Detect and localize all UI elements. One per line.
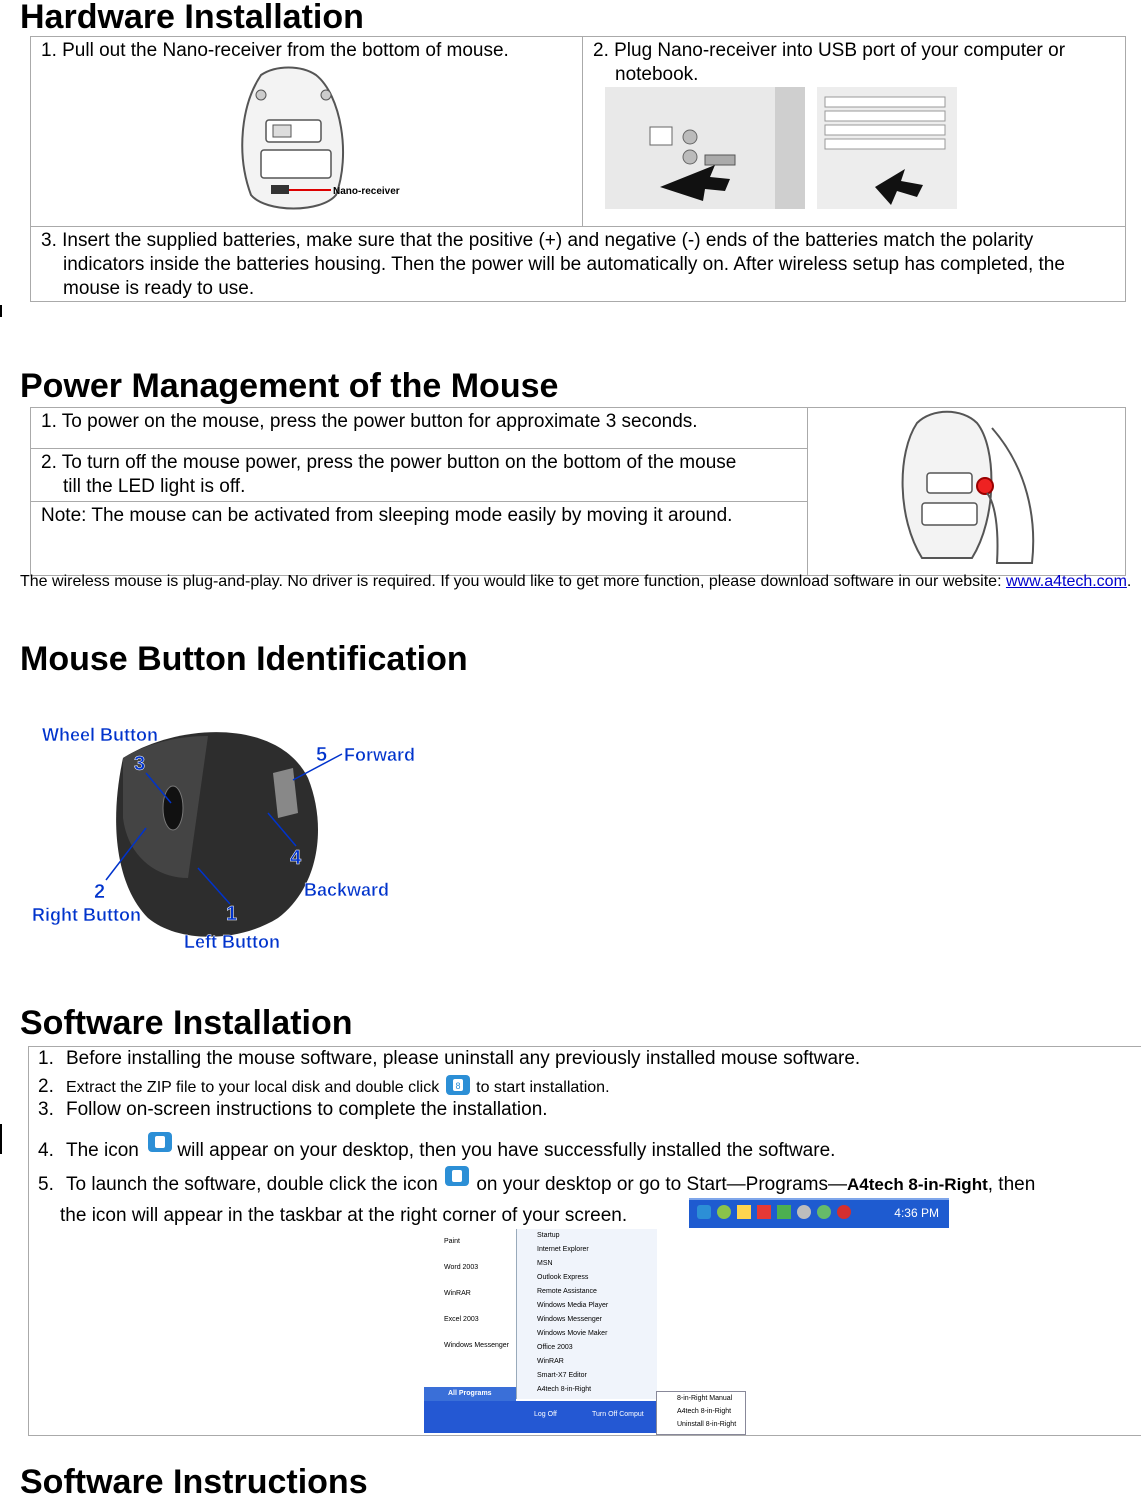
power-item2-cell bbox=[31, 449, 808, 502]
all-programs-button[interactable]: All Programs bbox=[424, 1387, 516, 1401]
turn-off-button[interactable]: Turn Off Comput bbox=[592, 1411, 644, 1418]
tray-volume-icon[interactable] bbox=[737, 1205, 751, 1219]
forward-number: 5 bbox=[316, 744, 328, 766]
hardware-table bbox=[30, 36, 1126, 302]
programs-menu-item[interactable]: Outlook Express bbox=[537, 1274, 589, 1281]
software-step2: 2. Extract the ZIP file to your local disk and double click 8 to start installation. bbox=[38, 1073, 610, 1100]
programs-menu-item[interactable]: Remote Assistance bbox=[537, 1288, 597, 1295]
usb-port-figure bbox=[605, 87, 965, 209]
programs-menu-item[interactable]: Windows Media Player bbox=[537, 1302, 609, 1309]
software-step4: 4. The icon will appear on your desktop, then you have successfully installed the software. bbox=[38, 1132, 835, 1163]
power-button-figure bbox=[877, 408, 1057, 568]
tray-icons bbox=[697, 1205, 877, 1223]
submenu-item[interactable]: 8-in-Right Manual bbox=[677, 1395, 733, 1402]
tray-clock: 4:36 PM bbox=[894, 1206, 939, 1220]
programs-menu-item[interactable]: Startup bbox=[537, 1232, 560, 1239]
hardware-step1-cell bbox=[31, 37, 583, 227]
programs-menu-item[interactable]: Windows Movie Maker bbox=[537, 1330, 608, 1337]
tray-8inright-icon[interactable] bbox=[697, 1205, 711, 1219]
hardware-step2-text: 2. Plug Nano-receiver into USB port of your computer or notebook. bbox=[593, 40, 1066, 85]
wheel-button-label: Wheel Button bbox=[42, 725, 158, 745]
plug-period: . bbox=[1126, 573, 1132, 590]
start-menu-footer bbox=[424, 1401, 656, 1433]
programs-menu-item[interactable]: Smart-X7 Editor bbox=[537, 1372, 587, 1379]
software-step3: 3. Follow on-screen instructions to complete the installation. bbox=[38, 1099, 548, 1120]
power-item1-cell bbox=[31, 408, 808, 449]
tray-settings-icon[interactable] bbox=[797, 1205, 811, 1219]
hardware-title: Hardware Installation bbox=[20, 0, 364, 36]
backward-number: 4 bbox=[290, 847, 302, 869]
right-button-number: 2 bbox=[94, 881, 106, 903]
start-menu-item[interactable]: Paint bbox=[444, 1238, 460, 1245]
svg-text:8: 8 bbox=[455, 1081, 461, 1091]
hardware-step2-cell bbox=[583, 37, 1126, 227]
software-step1: 1. Before installing the mouse software, please uninstall any previously installed mouse software. bbox=[38, 1048, 861, 1069]
power-table bbox=[30, 407, 1126, 576]
left-button-number: 1 bbox=[226, 903, 238, 925]
programs-menu-item[interactable]: A4tech 8-in-Right bbox=[537, 1386, 592, 1393]
hardware-step3-cell bbox=[31, 227, 1126, 302]
programs-menu-item[interactable]: Internet Explorer bbox=[537, 1246, 589, 1253]
software-title: Software Installation bbox=[20, 1004, 353, 1042]
software-step5: 5. To launch the software, double click the icon on your desktop or go to Start—Programs—A4tech 8-in-Right, then bbox=[38, 1166, 1035, 1197]
log-off-button[interactable]: Log Off bbox=[534, 1411, 557, 1418]
change-bar bbox=[0, 305, 2, 317]
plug-and-play-paragraph bbox=[20, 571, 1141, 593]
submenu-item[interactable]: A4tech 8-in-Right bbox=[677, 1408, 732, 1415]
power-item1-text: 1. To power on the mouse, press the power button for approximate 3 seconds. bbox=[41, 411, 698, 432]
software-step5-cont: the icon will appear in the taskbar at the right corner of your screen. bbox=[60, 1205, 628, 1226]
power-title: Power Management of the Mouse bbox=[20, 367, 559, 405]
wheel-button-number: 3 bbox=[134, 753, 146, 775]
change-bar-2 bbox=[0, 1124, 2, 1154]
launch-icon[interactable] bbox=[443, 1166, 471, 1190]
submenu-item[interactable]: Uninstall 8-in-Right bbox=[677, 1421, 737, 1428]
nano-receiver-label: Nano-receiver bbox=[333, 186, 400, 197]
programs-menu-item[interactable]: Windows Messenger bbox=[537, 1316, 602, 1323]
taskbar-tray bbox=[689, 1198, 949, 1228]
start-menu-item[interactable]: Excel 2003 bbox=[444, 1316, 479, 1323]
tray-shield-icon[interactable] bbox=[837, 1205, 851, 1219]
tray-status-icon[interactable] bbox=[777, 1205, 791, 1219]
hardware-step1-text: 1. Pull out the Nano-receiver from the bottom of mouse. bbox=[41, 40, 509, 61]
power-note-cell bbox=[31, 502, 808, 576]
mouse-bottom-figure bbox=[221, 65, 421, 215]
hardware-step3-text: 3. Insert the supplied batteries, make sure that the positive (+) and negative (-) ends of the batteries match the polarity indicators inside the batteries housing. Then the power will be automatically on. After wireless setup has completed, the mouse is ready to use. bbox=[41, 230, 1065, 299]
programs-menu-item[interactable]: Office 2003 bbox=[537, 1344, 573, 1351]
left-button-label: Left Button bbox=[184, 932, 280, 952]
setup-icon[interactable] bbox=[444, 1073, 472, 1097]
start-menu-left bbox=[424, 1229, 516, 1389]
plug-and-play-text: The wireless mouse is plug-and-play. No driver is required. If you would like to get more function, please download software in our website: bbox=[20, 573, 1006, 590]
software-box bbox=[28, 1046, 1141, 1436]
start-menu bbox=[424, 1229, 744, 1434]
programs-menu bbox=[516, 1229, 657, 1399]
tray-sync-icon[interactable] bbox=[817, 1205, 831, 1219]
forward-label: Forward bbox=[344, 745, 416, 765]
tray-alert-icon[interactable] bbox=[757, 1205, 771, 1219]
mouse-buttons-figure bbox=[28, 718, 428, 958]
website-link[interactable]: www.a4tech.com bbox=[1005, 573, 1127, 590]
backward-label: Backward bbox=[304, 880, 390, 900]
power-figure-cell bbox=[808, 408, 1126, 576]
right-button-label: Right Button bbox=[32, 905, 141, 925]
desktop-icon[interactable] bbox=[144, 1132, 172, 1156]
buttons-title: Mouse Button Identification bbox=[20, 640, 468, 678]
tray-network-icon[interactable] bbox=[717, 1205, 731, 1219]
programs-menu-item[interactable]: WinRAR bbox=[537, 1358, 564, 1365]
start-menu-item[interactable]: Windows Messenger bbox=[444, 1342, 509, 1349]
submenu bbox=[656, 1391, 746, 1435]
power-note-text: Note: The mouse can be activated from sleeping mode easily by moving it around. bbox=[41, 505, 733, 526]
start-menu-item[interactable]: WinRAR bbox=[444, 1290, 471, 1297]
instructions-title: Software Instructions bbox=[20, 1463, 368, 1501]
start-menu-item[interactable]: Word 2003 bbox=[444, 1264, 479, 1271]
power-item2-text: 2. To turn off the mouse power, press the power button on the bottom of the mouse till the LED light is off. bbox=[41, 452, 737, 497]
programs-menu-item[interactable]: MSN bbox=[537, 1260, 553, 1267]
